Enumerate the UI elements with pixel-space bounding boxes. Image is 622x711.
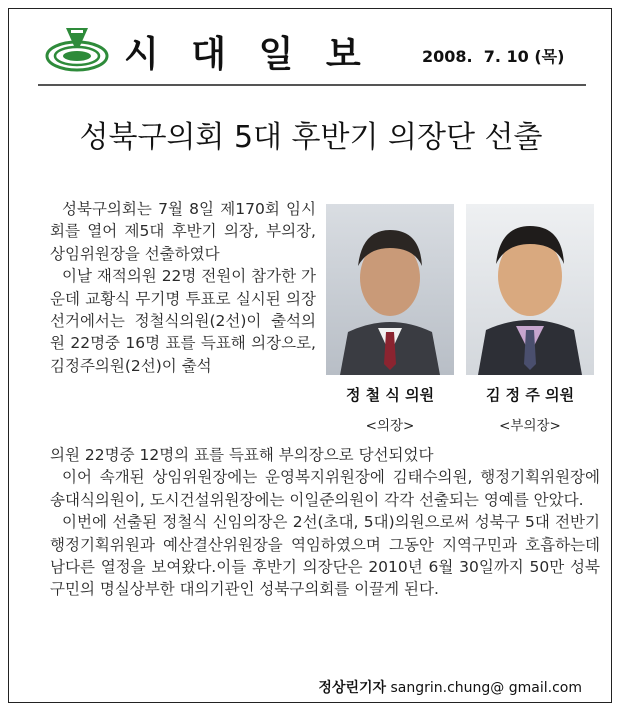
article-body-wide <box>50 444 600 601</box>
photo-caption-vice-chairman: 김 정 주 의원 <box>485 386 575 404</box>
newspaper-title: 시 대 일 보 <box>124 34 371 75</box>
byline <box>318 677 582 697</box>
portrait-chairman-image <box>326 204 454 375</box>
photo-role-vice-chairman: <부의장> <box>499 418 561 434</box>
portrait-photo-chairman <box>326 204 454 375</box>
publication-date: 2008. 7. 10 (목) <box>422 47 565 66</box>
paragraph: 이번에 선출된 정철식 신임의장은 2선(초대, 5대)의원으로써 성북구 5대 전반기 행정기획위원과 예산결산위원장을 역임하였으며 그동안 지역구민과 호흡하는데 남다른 열정을 보여왔다.이들 후반기 의장단은 2010년 6월 30일까지 50만 성북구민의 명실상부한 대의기관인 성북구의회를 이끌게 된다. <box>50 513 600 599</box>
masthead-divider <box>38 84 586 86</box>
paragraph: 성북구의회는 7월 8일 제170회 임시회를 열어 제5대 후반기 의장, 부의장,상임위원장을 선출하였다 <box>50 200 316 263</box>
newspaper-logo <box>44 24 110 74</box>
article-headline: 성북구의회 5대 후반기 의장단 선출 <box>79 120 543 155</box>
photo-caption-chairman: 정 철 식 의원 <box>345 386 435 404</box>
paragraph: 의원 22명중 12명의 표를 득표해 부의장으로 당선되었다 <box>50 446 434 464</box>
article-body-narrow <box>50 198 316 377</box>
reporter-email[interactable]: sangrin.chung@ gmail.com <box>390 680 582 696</box>
reporter-name: 정상린기자 <box>318 680 387 696</box>
portrait-photo-vice-chairman <box>466 204 594 375</box>
paragraph: 이어 속개된 상임위원장에는 운영복지위원장에 김태수의원, 행정기획위원장에 송대식의원이, 도시건설위원장에는 이일준의원이 각각 선출되는 영예를 안았다. <box>50 468 600 509</box>
photo-role-chairman: <의장> <box>365 418 415 434</box>
paragraph: 이날 재적의원 22명 전원이 참가한 가운데 교황식 무기명 투표로 실시된 의장선거에서는 정철식의원(2선)이 출석의원 22명중 16명 표를 득표해 의장으로, 김정주의원(2선)이 출석 <box>50 267 316 375</box>
portrait-vice-chairman-image <box>466 204 594 375</box>
